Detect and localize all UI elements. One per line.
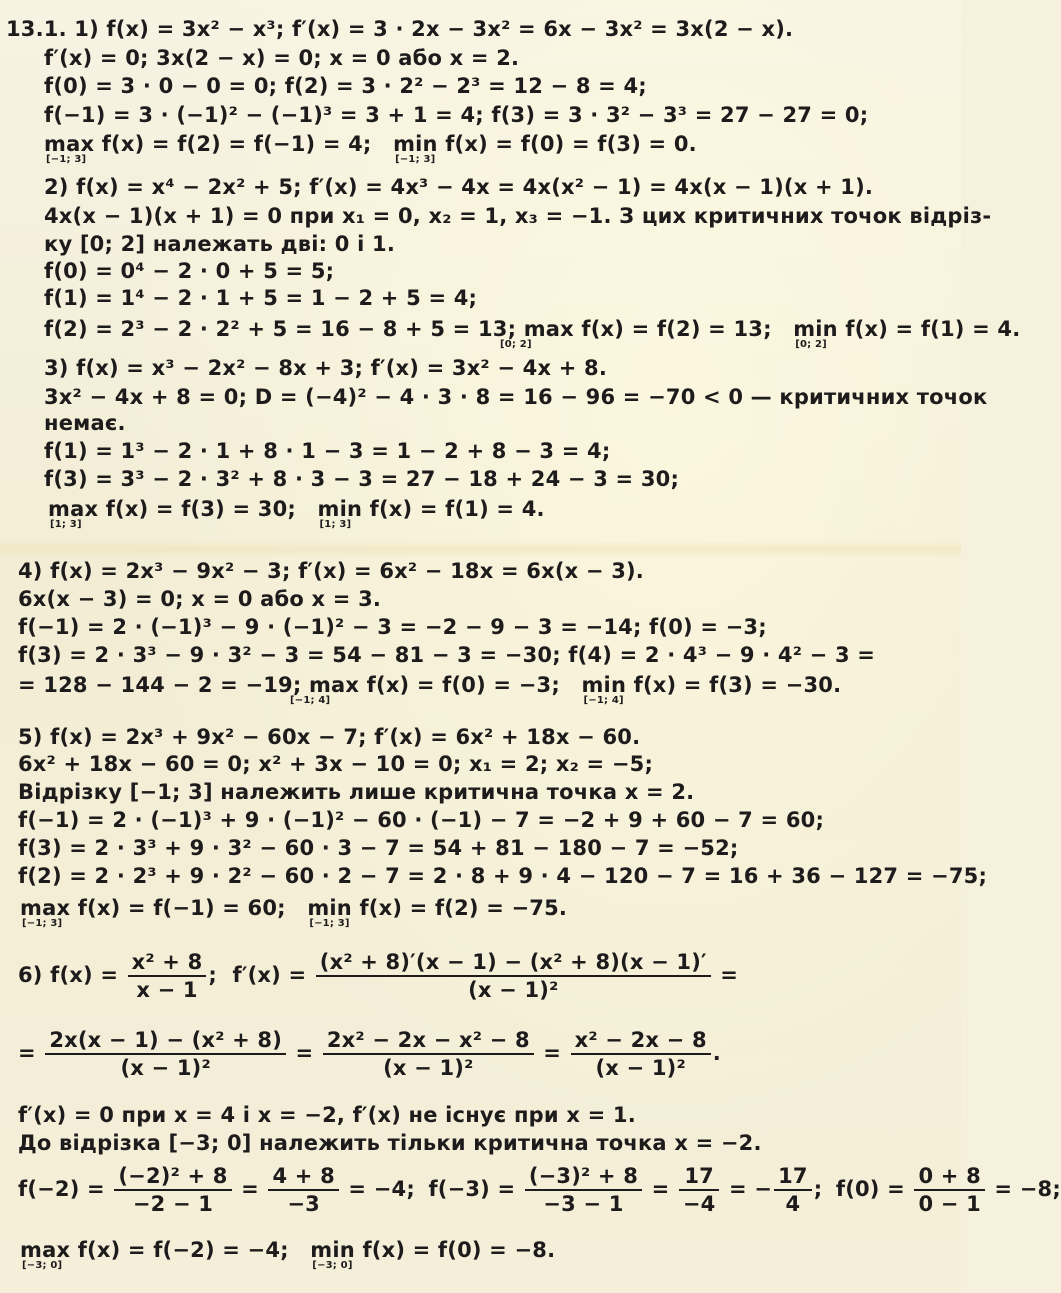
line-28: f(2) = 2 · 2³ + 9 · 2² − 60 · 2 − 7 = 2 · 8 + 9 · 4 − 120 − 7 = 16 + 36 − 127 = −75; bbox=[18, 864, 988, 888]
fp-denominator: (x − 1)² bbox=[468, 978, 559, 1002]
line-8: ку [0; 2] належать дві: 0 і 1. bbox=[44, 232, 396, 256]
denominator: −3 − 1 bbox=[543, 1192, 624, 1216]
line-10: f(1) = 1⁴ − 2 · 1 + 5 = 1 − 2 + 5 = 4; bbox=[44, 286, 478, 310]
max-expr: = 128 − 144 − 2 = −19; max f(x) = f(0) = −3; bbox=[18, 673, 560, 697]
min-expr: min f(x) = f(0) = −8. bbox=[310, 1238, 556, 1262]
f-numerator: x² + 8 bbox=[128, 950, 207, 977]
denominator: (x − 1)² bbox=[383, 1056, 474, 1080]
min-interval: [1; 3] bbox=[319, 519, 352, 530]
max-interval: [−1; 3] bbox=[22, 918, 63, 929]
fp-fraction bbox=[316, 950, 711, 1002]
min-interval: [−1; 4] bbox=[583, 695, 624, 706]
fraction bbox=[323, 1028, 534, 1080]
line-22 bbox=[18, 673, 842, 706]
equals: = bbox=[18, 1041, 36, 1065]
part6-row2 bbox=[18, 1028, 721, 1080]
max-interval: [−3; 0] bbox=[22, 1260, 63, 1271]
fp-numerator: (x² + 8)′(x − 1) − (x² + 8)(x − 1)′ bbox=[316, 950, 711, 977]
max-interval: [−1; 3] bbox=[46, 154, 87, 165]
period: . bbox=[712, 1041, 721, 1065]
numerator: 17 bbox=[679, 1164, 720, 1191]
part6-line3: f′(x) = 0 при x = 4 і x = −2, f′(x) не існує при x = 1. bbox=[18, 1103, 636, 1127]
numerator: 4 + 8 bbox=[268, 1164, 338, 1191]
max-expr: max f(x) = f(3) = 30; bbox=[48, 497, 296, 521]
c3-lhs: f(0) = bbox=[835, 1177, 905, 1201]
equals: = bbox=[543, 1041, 562, 1065]
equals: = bbox=[720, 963, 739, 987]
part6-final bbox=[20, 1238, 556, 1271]
min-interval: [−1; 3] bbox=[309, 918, 350, 929]
fraction bbox=[679, 1164, 720, 1216]
part6-row5 bbox=[18, 1164, 1061, 1216]
min-interval: [0; 2] bbox=[795, 339, 827, 350]
denominator: −4 bbox=[682, 1192, 716, 1216]
line-13: 3x² − 4x + 8 = 0; D = (−4)² − 4 · 3 · 8 = 16 − 96 = −70 < 0 — критичних точок bbox=[44, 385, 988, 409]
min-interval: [−1; 3] bbox=[395, 154, 436, 165]
denominator: −3 bbox=[287, 1192, 320, 1216]
equals: = bbox=[295, 1041, 314, 1065]
c1-result: = −4; bbox=[348, 1177, 415, 1201]
scan-seam bbox=[0, 540, 961, 558]
line-29 bbox=[20, 896, 568, 929]
max-expr: max f(x) = f(2) = f(−1) = 4; bbox=[44, 132, 372, 156]
line-5 bbox=[44, 132, 697, 165]
line-2: f′(x) = 0; 3x(2 − x) = 0; x = 0 або x = 2. bbox=[44, 46, 520, 70]
min-expr: min f(x) = f(1) = 4. bbox=[793, 317, 1021, 341]
numerator: (−3)² + 8 bbox=[525, 1164, 642, 1191]
numerator: (−2)² + 8 bbox=[114, 1164, 231, 1191]
max-expr: max f(x) = f(−2) = −4; bbox=[20, 1238, 289, 1262]
f-fraction bbox=[128, 950, 207, 1002]
line-15: f(1) = 1³ − 2 · 1 + 8 · 1 − 3 = 1 − 2 + 8 − 3 = 4; bbox=[44, 439, 611, 463]
fraction bbox=[571, 1028, 711, 1080]
line-21: f(3) = 2 · 3³ − 9 · 3² − 3 = 54 − 81 − 3 = −30; f(4) = 2 · 4³ − 9 · 4² − 3 = bbox=[18, 643, 876, 667]
line-17 bbox=[48, 497, 545, 530]
max-expr: max f(x) = f(−1) = 60; bbox=[20, 896, 286, 920]
denominator: (x − 1)² bbox=[595, 1056, 686, 1080]
fraction bbox=[525, 1164, 642, 1216]
max-interval: [−1; 4] bbox=[290, 695, 331, 706]
line-19: 6x(x − 3) = 0; x = 0 або x = 3. bbox=[18, 587, 382, 611]
line-27: f(3) = 2 · 3³ + 9 · 3² − 60 · 3 − 7 = 54 + 81 − 180 − 7 = −52; bbox=[18, 836, 739, 860]
part6-label: 6) bbox=[18, 963, 43, 987]
line-24: 6x² + 18x − 60 = 0; x² + 3x − 10 = 0; x₁ = 2; x₂ = −5; bbox=[18, 752, 654, 776]
max-interval: [0; 2] bbox=[500, 339, 532, 350]
c3-result: = −8; bbox=[994, 1177, 1061, 1201]
line-12: 3) f(x) = x³ − 2x² − 8x + 3; f′(x) = 3x² − 4x + 8. bbox=[44, 356, 608, 380]
line-25: Відрізку [−1; 3] належить лише критична точка x = 2. bbox=[18, 780, 695, 804]
fraction bbox=[45, 1028, 286, 1080]
min-expr: min f(x) = f(2) = −75. bbox=[307, 896, 568, 920]
line-26: f(−1) = 2 · (−1)³ + 9 · (−1)² − 60 · (−1) − 7 = −2 + 9 + 60 − 7 = 60; bbox=[18, 808, 825, 832]
equals: = bbox=[241, 1177, 259, 1201]
fraction bbox=[914, 1164, 984, 1216]
max-expr: f(2) = 2³ − 2 · 2² + 5 = 16 − 8 + 5 = 13; max f(x) = f(2) = 13; bbox=[44, 317, 772, 341]
fraction bbox=[268, 1164, 338, 1216]
c2-lhs: f(−3) = bbox=[428, 1177, 516, 1201]
denominator: −2 − 1 bbox=[132, 1192, 214, 1216]
max-interval: [1; 3] bbox=[50, 519, 82, 530]
min-expr: min f(x) = f(1) = 4. bbox=[317, 497, 545, 521]
numerator: 2x² − 2x − x² − 8 bbox=[323, 1028, 534, 1055]
separator: ; bbox=[208, 963, 218, 987]
f-lhs: f(x) = bbox=[50, 963, 119, 987]
min-interval: [−3; 0] bbox=[312, 1260, 353, 1271]
equals: = bbox=[651, 1177, 670, 1201]
line-4: f(−1) = 3 · (−1)² − (−1)³ = 3 + 1 = 4; f(3) = 3 · 3² − 3³ = 27 − 27 = 0; bbox=[44, 103, 869, 127]
f-denominator: x − 1 bbox=[136, 978, 198, 1002]
denominator: 4 bbox=[785, 1192, 801, 1216]
part6-line4: До відрізка [−3; 0] належить тільки критична точка x = −2. bbox=[18, 1131, 762, 1155]
part6-row1 bbox=[18, 950, 738, 1002]
numerator: x² − 2x − 8 bbox=[571, 1028, 711, 1055]
numerator: 17 bbox=[774, 1164, 812, 1191]
line-20: f(−1) = 2 · (−1)³ − 9 · (−1)² − 3 = −2 − 9 − 3 = −14; f(0) = −3; bbox=[18, 615, 767, 639]
line-7: 4x(x − 1)(x + 1) = 0 при x₁ = 0, x₂ = 1, x₃ = −1. З цих критичних точок відріз- bbox=[44, 204, 992, 228]
line-16: f(3) = 3³ − 2 · 3² + 8 · 3 − 3 = 27 − 18 + 24 − 3 = 30; bbox=[44, 467, 680, 491]
c1-lhs: f(−2) = bbox=[18, 1177, 105, 1201]
line-18: 4) f(x) = 2x³ − 9x² − 3; f′(x) = 6x² − 18x = 6x(x − 3). bbox=[18, 559, 644, 583]
denominator: 0 − 1 bbox=[918, 1192, 981, 1216]
denominator: (x − 1)² bbox=[120, 1056, 211, 1080]
numerator: 2x(x − 1) − (x² + 8) bbox=[45, 1028, 286, 1055]
fraction bbox=[114, 1164, 231, 1216]
line-11 bbox=[44, 317, 1021, 350]
line-3: f(0) = 3 · 0 − 0 = 0; f(2) = 3 · 2² − 2³ = 12 − 8 = 4; bbox=[44, 74, 647, 98]
line-23: 5) f(x) = 2x³ + 9x² − 60x − 7; f′(x) = 6x² + 18x − 60. bbox=[18, 725, 641, 749]
equals-minus: = − bbox=[729, 1177, 773, 1201]
fp-lhs: f′(x) = bbox=[232, 963, 307, 987]
line-9: f(0) = 0⁴ − 2 · 0 + 5 = 5; bbox=[44, 259, 335, 283]
fraction bbox=[774, 1164, 812, 1216]
line-1: 13.1. 1) f(x) = 3x² − x³; f′(x) = 3 · 2x − 3x² = 6x − 3x² = 3x(2 − x). bbox=[6, 17, 794, 41]
line-14: немає. bbox=[44, 411, 126, 435]
semicolon: ; bbox=[813, 1177, 823, 1201]
line-6: 2) f(x) = x⁴ − 2x² + 5; f′(x) = 4x³ − 4x = 4x(x² − 1) = 4x(x − 1)(x + 1). bbox=[44, 175, 874, 199]
min-expr: min f(x) = f(0) = f(3) = 0. bbox=[393, 132, 697, 156]
min-expr: min f(x) = f(3) = −30. bbox=[581, 673, 842, 697]
numerator: 0 + 8 bbox=[914, 1164, 984, 1191]
